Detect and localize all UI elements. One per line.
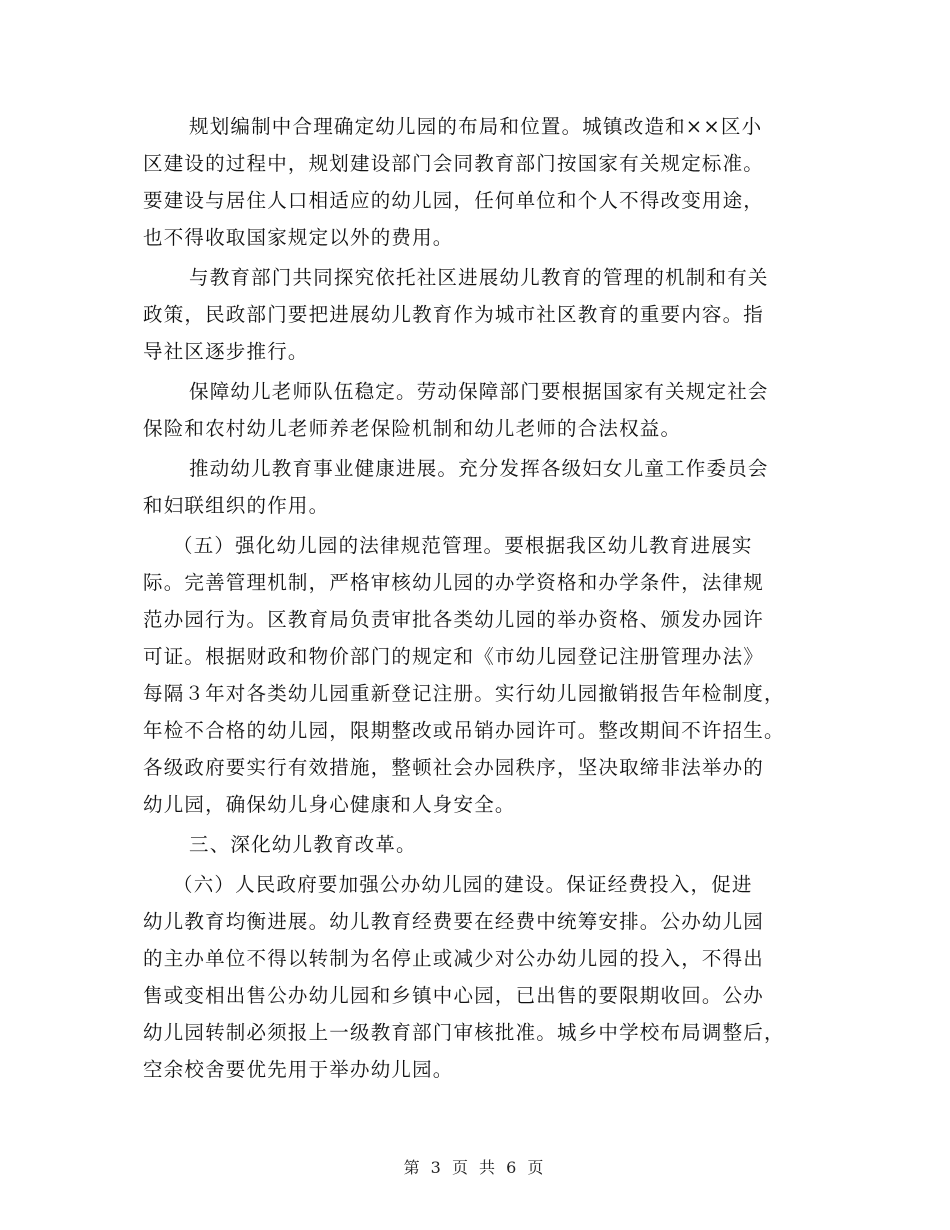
text-line: 也不得收取国家规定以外的费用。 [143, 226, 454, 249]
page-number-footer: 第 3 页 共 6 页 [403, 1158, 547, 1177]
text-line: 每隔３年对各类幼儿园重新登记注册。实行幼儿园撤销报告年检制度， [143, 682, 785, 705]
text-line: 幼儿园，确保幼儿身心健康和人身安全。 [143, 793, 516, 816]
text-line: 规划编制中合理确定幼儿园的布局和位置。城镇改造和××区小 [189, 115, 763, 138]
text-line: 范办园行为。区教育局负责审批各类幼儿园的举办资格、颁发办园许 [143, 608, 765, 631]
text-line: 区建设的过程中，规划建设部门会同教育部门按国家有关规定标准。 [143, 152, 765, 175]
text-line: 年检不合格的幼儿园，限期整改或吊销办园许可。整改期间不许招生。 [143, 719, 785, 742]
paragraph-section-five-legal-management [143, 527, 811, 823]
text-line: 可证。根据财政和物价部门的规定和《市幼儿园登记注册管理办法》 [143, 645, 765, 668]
paragraph-community-education [143, 259, 811, 370]
document-body [143, 108, 811, 1088]
text-line: 保障幼儿老师队伍稳定。劳动保障部门要根据国家有关规定社会 [189, 380, 769, 403]
paragraph-kindergarten-planning [143, 108, 811, 256]
paragraph-teacher-stability [143, 373, 811, 447]
text-line: 际。完善管理机制，严格审核幼儿园的办学资格和办学条件，法律规 [143, 571, 765, 594]
paragraph-section-six-public-kindergartens [143, 866, 811, 1088]
text-line: 政策，民政部门要把进展幼儿教育作为城市社区教育的重要内容。指 [143, 303, 765, 326]
text-line: 幼儿教育均衡进展。幼儿教育经费要在经费中统筹安排。公办幼儿园 [143, 910, 765, 933]
text-line: （六）人民政府要加强公办幼儿园的建设。保证经费投入，促进 [173, 873, 753, 896]
text-line: 保险和农村幼儿老师养老保险机制和幼儿老师的合法权益。 [143, 417, 682, 440]
text-line: 三、深化幼儿教育改革。 [189, 833, 417, 856]
text-line: 和妇联组织的作用。 [143, 494, 330, 517]
text-line: 各级政府要实行有效措施，整顿社会办园秩序，坚决取缔非法举办的 [143, 756, 765, 779]
text-line: 导社区逐步推行。 [143, 340, 309, 363]
text-line: 售或变相出售公办幼儿园和乡镇中心园，已出售的要限期收回。公办 [143, 984, 765, 1007]
text-line: 推动幼儿教育事业健康进展。充分发挥各级妇女儿童工作委员会 [189, 457, 769, 480]
text-line: 与教育部门共同探究依托社区进展幼儿教育的管理的机制和有关 [189, 266, 769, 289]
text-line: 的主办单位不得以转制为名停止或减少对公办幼儿园的投入，不得出 [143, 947, 765, 970]
paragraph-healthy-development [143, 450, 811, 524]
text-line: 要建设与居住人口相适应的幼儿园，任何单位和个人不得改变用途， [143, 189, 765, 212]
text-line: 幼儿园转制必须报上一级教育部门审核批准。城乡中学校布局调整后， [143, 1021, 785, 1044]
section-heading-deepen-reform [143, 826, 811, 863]
text-line: （五）强化幼儿园的法律规范管理。要根据我区幼儿教育进展实 [173, 534, 753, 557]
text-line: 空余校舍要优先用于举办幼儿园。 [143, 1058, 454, 1081]
